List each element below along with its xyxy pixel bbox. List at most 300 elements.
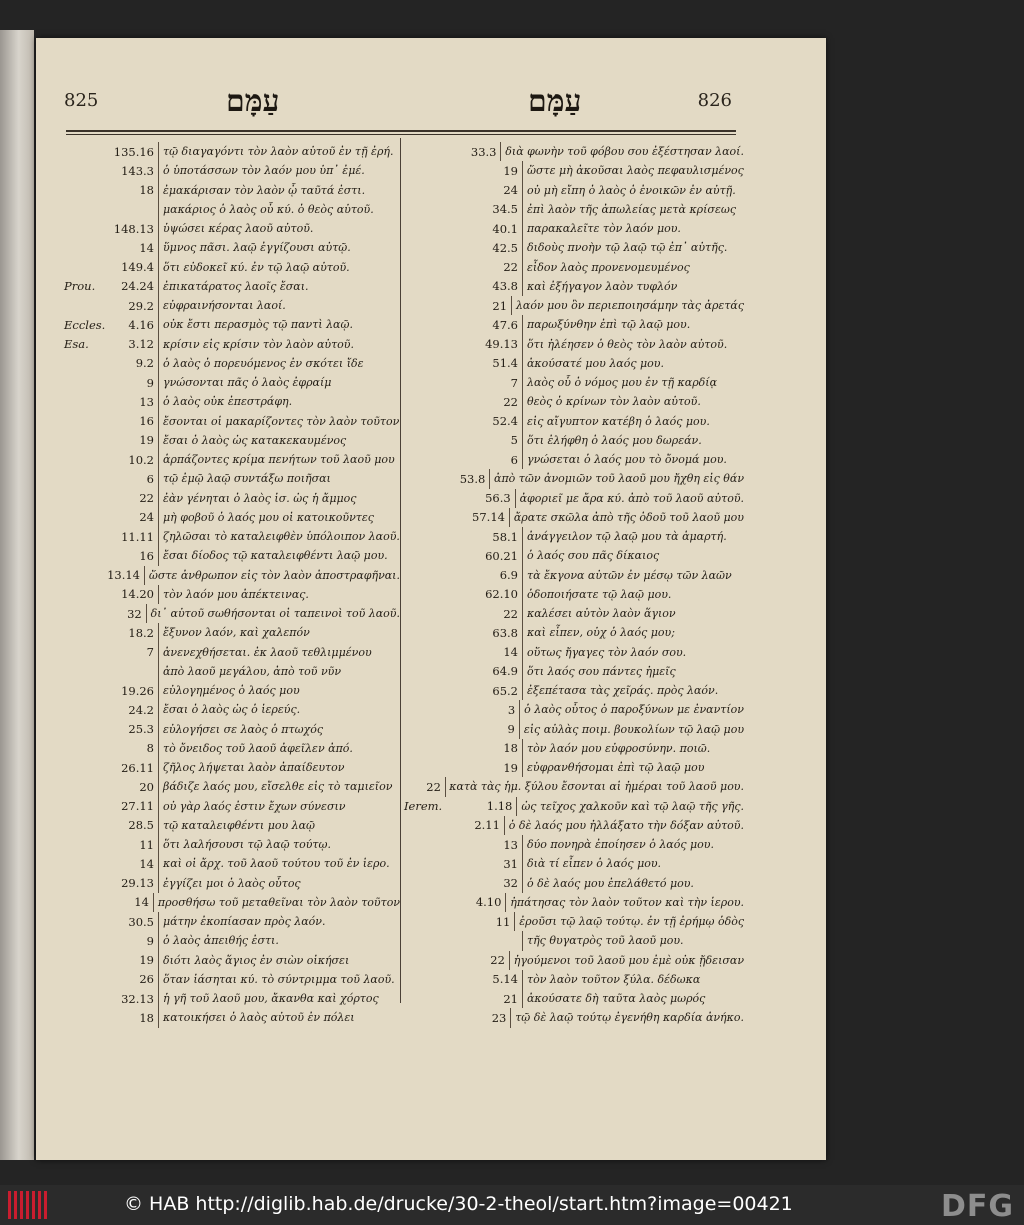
greek-text: εἶδον λαὸς προνενομευμένος <box>527 260 690 274</box>
greek-text: διὰ φωνὴν τοῦ φόβου σου ἐξέστησαν λαοί. <box>505 145 744 159</box>
entry-row <box>64 219 400 238</box>
reference-rule <box>158 758 159 777</box>
verse-reference: 29.2 <box>128 298 154 313</box>
greek-text: ζῆλος λήψεται λαὸν ἀπαίδευτον <box>163 761 345 775</box>
greek-text: εὐλογημένος ὁ λαός μου <box>163 684 300 698</box>
reference-rule <box>522 200 523 219</box>
reference-rule <box>522 412 523 431</box>
verse-reference: 9 <box>146 375 154 390</box>
entry-row <box>404 662 744 681</box>
reference-rule <box>158 412 159 431</box>
greek-text: ἠπάτησας τὸν λαὸν τοῦτον καὶ τὴν ἱερου. <box>510 895 744 909</box>
verse-reference: 19 <box>503 163 518 178</box>
verse-reference: 29.13 <box>121 876 154 891</box>
verse-reference: 9 <box>507 722 515 737</box>
entry-row <box>404 489 744 508</box>
verse-reference: 60.21 <box>485 548 518 563</box>
greek-text: ἐξεπέτασα τὰς χεῖράς. πρὸς λαόν. <box>527 684 719 698</box>
verse-reference: 22 <box>503 260 518 275</box>
reference-rule <box>158 200 159 219</box>
greek-text: γνώσονται πᾶς ὁ λαὸς ἐφραίμ <box>163 376 332 390</box>
verse-reference: 149.4 <box>121 260 154 275</box>
entry-row <box>64 854 400 873</box>
verse-reference: 8 <box>146 741 154 756</box>
reference-rule <box>522 758 523 777</box>
verse-reference: 26 <box>139 972 154 987</box>
reference-rule <box>522 392 523 411</box>
verse-reference: 3 <box>507 702 516 717</box>
entry-row <box>64 527 400 546</box>
verse-reference: 22 <box>490 953 505 968</box>
entry-row <box>64 700 400 719</box>
greek-text: τῷ διαγαγόντι τὸν λαὸν αὐτοῦ ἐν τῇ ἐρή. <box>163 145 394 159</box>
reference-rule <box>158 681 159 700</box>
greek-text: ἔσαι ὁ λαὸς ὡς κατακεκαυμένος <box>163 433 347 447</box>
reference-rule <box>158 835 159 854</box>
verse-reference: 9 <box>146 933 154 948</box>
reference-rule <box>515 489 516 508</box>
entry-row <box>64 912 400 931</box>
entry-row <box>404 585 744 604</box>
reference-rule <box>522 604 523 623</box>
greek-text: ὁ ὑποτάσσων τὸν λαόν μου ὑπ᾽ ἐμέ. <box>163 164 365 178</box>
reference-rule <box>522 277 523 296</box>
reference-rule <box>158 161 159 180</box>
verse-reference: 25.3 <box>128 722 154 737</box>
reference-rule <box>522 989 523 1008</box>
entry-row <box>404 354 744 373</box>
verse-reference: 13 <box>139 394 154 409</box>
verse-reference: 32 <box>503 876 518 891</box>
verse-reference: 11 <box>495 914 511 929</box>
entry-row <box>404 700 744 719</box>
entry-row <box>64 797 400 816</box>
greek-text: ἀφοριεῖ με ἄρα κύ. ἀπὸ τοῦ λαοῦ αὐτοῦ. <box>519 491 744 505</box>
page-number-left: 825 <box>64 90 99 111</box>
verse-reference: 143.3 <box>121 163 154 178</box>
greek-text: μάτην ἐκοπίασαν πρὸς λαόν. <box>163 915 326 929</box>
book-abbrev: Esa. <box>64 337 89 352</box>
book-abbrev: Eccles. <box>64 317 106 332</box>
right-column <box>404 142 744 1028</box>
verse-reference: 18 <box>503 741 518 756</box>
entry-row <box>404 816 744 835</box>
verse-reference: 7 <box>510 375 518 390</box>
reference-rule <box>158 585 159 604</box>
verse-reference: 22 <box>503 394 518 409</box>
entry-row <box>404 1008 744 1027</box>
reference-rule <box>522 681 523 700</box>
verse-reference: 26.11 <box>121 760 154 775</box>
reference-rule <box>522 566 523 585</box>
entry-row <box>64 315 400 334</box>
reference-rule <box>158 354 159 373</box>
greek-text: διδοὺς πνοὴν τῷ λαῷ τῷ ἐπ᾽ αὐτῆς. <box>527 241 728 255</box>
entry-row <box>404 623 744 642</box>
copyright-link[interactable]: © HAB http://diglib.hab.de/drucke/30-2-theol/start.htm?image=00421 <box>124 1193 793 1215</box>
verse-reference: 18 <box>139 183 154 198</box>
entry-row <box>64 277 400 296</box>
entry-row <box>64 181 400 200</box>
reference-rule <box>158 373 159 392</box>
greek-text: ἐροῦσι τῷ λαῷ τούτῳ. ἐν τῇ ἐρήμῳ ὁδὸς <box>519 915 744 929</box>
greek-text: ὅτι εὐδοκεῖ κύ. ἐν τῷ λαῷ αὐτοῦ. <box>163 260 350 274</box>
greek-text: τὸ ὄνειδος τοῦ λαοῦ ἀφεῖλεν ἀπό. <box>163 741 353 755</box>
reference-rule <box>158 816 159 835</box>
verse-reference: 21 <box>503 991 518 1006</box>
reference-rule <box>158 450 159 469</box>
reference-rule <box>158 777 159 796</box>
greek-text: ἀνενεχθήσεται. ἐκ λαοῦ τεθλιμμένου <box>163 645 372 659</box>
entry-row <box>404 277 744 296</box>
reference-rule <box>522 931 523 950</box>
reference-rule <box>522 623 523 642</box>
greek-text: ἁρπάζοντες κρίμα πενήτων τοῦ λαοῦ μου <box>163 453 395 467</box>
page-number-right: 826 <box>697 90 732 111</box>
reference-rule <box>509 951 510 970</box>
reference-rule <box>522 258 523 277</box>
reference-rule <box>522 874 523 893</box>
reference-rule <box>158 720 159 739</box>
reference-rule <box>522 662 523 681</box>
verse-reference: 21 <box>492 298 508 313</box>
verse-reference: 27.11 <box>121 799 154 814</box>
reference-rule <box>510 1008 511 1027</box>
verse-reference: 18 <box>139 1010 154 1025</box>
entry-row <box>64 643 400 662</box>
greek-text: ἔσονται οἱ μακαρίζοντες τὸν λαὸν τοῦτον <box>163 414 400 428</box>
reference-rule <box>158 219 159 238</box>
book-abbrev: Ierem. <box>404 799 443 814</box>
entry-row <box>404 315 744 334</box>
greek-text: καὶ εἶπεν, οὐχ ὁ λαός μου; <box>527 626 675 640</box>
verse-reference: 14.20 <box>121 587 154 602</box>
entry-row <box>64 758 400 777</box>
entry-row <box>404 373 744 392</box>
reference-rule <box>158 142 159 161</box>
entry-row <box>64 373 400 392</box>
hab-logo <box>8 1191 48 1219</box>
verse-reference: 2.11 <box>474 818 500 833</box>
reference-rule <box>516 797 517 816</box>
entry-row <box>404 739 744 758</box>
reference-rule <box>500 142 501 161</box>
greek-text: ἐγγίζει μοι ὁ λαὸς οὗτος <box>163 876 301 890</box>
reference-rule <box>158 1008 159 1027</box>
verse-reference: 6 <box>146 471 154 486</box>
entry-row <box>64 566 400 585</box>
entry-row <box>64 335 400 354</box>
reference-rule <box>158 854 159 873</box>
greek-text: καὶ οἱ ἄρχ. τοῦ λαοῦ τούτου τοῦ ἐν ἱερο. <box>163 857 390 871</box>
greek-text: εὐφρανθήσομαι ἐπὶ τῷ λαῷ μου <box>527 761 705 775</box>
entry-row <box>64 161 400 180</box>
reference-rule <box>158 931 159 950</box>
entry-row <box>64 835 400 854</box>
entry-row <box>64 508 400 527</box>
verse-reference: 1.18 <box>486 799 513 814</box>
reference-rule <box>522 854 523 873</box>
verse-reference: 51.4 <box>492 356 518 371</box>
entry-row <box>404 219 744 238</box>
entry-row <box>404 412 744 431</box>
greek-text: τὸν λαόν μου εὐφροσύνην. ποιῶ. <box>527 741 711 755</box>
greek-text: ὅτι ἐλήφθη ὁ λαός μου δωρεάν. <box>527 433 702 447</box>
greek-text: μὴ φοβοῦ ὁ λαός μου οἱ κατοικοῦντες <box>163 510 374 524</box>
reference-rule <box>522 354 523 373</box>
greek-text: ἔσαι ὁ λαὸς ὡς ὁ ἱερεύς. <box>163 703 301 717</box>
verse-reference: 43.8 <box>492 279 518 294</box>
reference-rule <box>158 700 159 719</box>
reference-rule <box>158 912 159 931</box>
entry-row <box>404 161 744 180</box>
verse-reference: 18.2 <box>128 625 154 640</box>
entry-row <box>404 643 744 662</box>
greek-text: παρωξύνθην ἐπὶ τῷ λαῷ μου. <box>527 318 691 332</box>
verse-reference: 3.12 <box>128 337 154 352</box>
greek-text: ὅτι λαλήσουσι τῷ λαῷ τούτῳ. <box>163 838 331 852</box>
reference-rule <box>146 604 147 623</box>
entry-row <box>64 874 400 893</box>
reference-rule <box>158 662 159 681</box>
greek-text: ἄρατε σκῶλα ἀπὸ τῆς ὁδοῦ τοῦ λαοῦ μου <box>513 510 744 524</box>
verse-reference: 32 <box>127 606 142 621</box>
greek-text: κρίσιν εἰς κρίσιν τὸν λαὸν αὐτοῦ. <box>163 337 354 351</box>
verse-reference: 24.24 <box>121 279 154 294</box>
greek-text: ἔξυνον λαόν, καὶ χαλεπόν <box>163 626 310 640</box>
running-head-right: עַמָּם <box>528 84 582 119</box>
greek-text: ἐπικατάρατος λαοῖς ἔσαι. <box>163 279 309 293</box>
greek-text: ἀπὸ τῶν ἀνομιῶν τοῦ λαοῦ μου ἤχθη εἰς θάν <box>494 472 745 486</box>
verse-reference: 135.16 <box>113 144 154 159</box>
verse-reference: 31 <box>503 856 518 871</box>
verse-reference: 19 <box>503 760 518 775</box>
greek-text: εἰς αὐλὰς ποιμ. βουκολίων τῷ λαῷ μου <box>523 722 744 736</box>
entry-row <box>404 335 744 354</box>
verse-reference: 58.1 <box>492 529 518 544</box>
greek-text: ἀνάγγειλον τῷ λαῷ μου τὰ ἁμαρτή. <box>527 530 727 544</box>
greek-text: ἐπὶ λαὸν τῆς ἀπωλείας μετὰ κρίσεως <box>527 202 736 216</box>
book-abbrev: Prou. <box>64 279 96 294</box>
entry-row <box>64 816 400 835</box>
greek-text: λαὸς οὗ ὁ νόμος μου ἐν τῇ καρδίᾳ <box>527 376 718 390</box>
entry-row <box>64 546 400 565</box>
greek-text: διότι λαὸς ἅγιος ἐν σιὼν οἰκήσει <box>163 953 350 967</box>
greek-text: οὕτως ἤγαγες τὸν λαόν σου. <box>527 645 687 659</box>
greek-text: λαόν μου ὃν περιεποιησάμην τὰς ἀρετάς <box>515 299 744 313</box>
greek-text: οὐκ ἔστι περασμὸς τῷ παντὶ λαῷ. <box>163 318 353 332</box>
verse-reference: 16 <box>139 548 154 563</box>
verse-reference: 22 <box>139 491 154 506</box>
reference-rule <box>158 797 159 816</box>
reference-rule <box>158 951 159 970</box>
verse-reference: 63.8 <box>492 625 518 640</box>
greek-text: ὅταν ἰάσηται κύ. τὸ σύντριμμα τοῦ λαοῦ. <box>163 972 395 986</box>
verse-reference: 64.9 <box>492 664 518 679</box>
entry-row <box>64 469 400 488</box>
reference-rule <box>158 874 159 893</box>
greek-text: ὑψώσει κέρας λαοῦ αὐτοῦ. <box>163 222 314 236</box>
reference-rule <box>522 835 523 854</box>
entry-row <box>64 604 400 623</box>
verse-reference: 40.1 <box>492 221 518 236</box>
entry-row <box>404 797 744 816</box>
reference-rule <box>158 508 159 527</box>
greek-text: ὁ λαὸς οὐκ ἐπεστράφη. <box>163 395 293 409</box>
verse-reference: 14 <box>134 895 149 910</box>
greek-text: ὥστε μὴ ἀκοῦσαι λαὸς πεφαυλισμένος <box>527 164 744 178</box>
greek-text: τῆς θυγατρὸς τοῦ λαοῦ μου. <box>527 934 684 948</box>
reference-rule <box>511 296 512 315</box>
greek-text: τῷ δὲ λαῷ τούτῳ ἐγενήθη καρδία ἀνήκο. <box>515 1011 744 1025</box>
reference-rule <box>489 469 490 488</box>
greek-text: ὁ λαὸς οὗτος ὁ παροξύνων με ἐναντίον <box>524 703 744 717</box>
greek-text: ἐὰν γένηται ὁ λαὸς ἰσ. ὡς ἡ ἄμμος <box>163 491 357 505</box>
reference-rule <box>158 315 159 334</box>
greek-text: τὸν λαὸν τοῦτον ξύλα. δέδωκα <box>527 972 701 986</box>
greek-text: ἀπὸ λαοῦ μεγάλου, ἀπὸ τοῦ νῦν <box>163 664 342 678</box>
entry-row <box>404 142 744 161</box>
entry-row <box>64 431 400 450</box>
entry-row <box>64 970 400 989</box>
viewer-footer <box>0 1185 1024 1225</box>
entry-row <box>404 893 744 912</box>
verse-reference: 6.9 <box>499 568 518 583</box>
entry-row <box>64 392 400 411</box>
entry-row <box>404 431 744 450</box>
reference-rule <box>522 431 523 450</box>
verse-reference: 24 <box>139 510 154 525</box>
greek-text: ἐμακάρισαν τὸν λαὸν ᾧ ταῦτά ἐστι. <box>163 183 366 197</box>
reference-rule <box>158 296 159 315</box>
verse-reference: 49.13 <box>485 337 518 352</box>
entry-row <box>64 450 400 469</box>
greek-text: ὁδοποιήσατε τῷ λαῷ μου. <box>527 587 672 601</box>
greek-text: ὁ λαὸς ὁ πορευόμενος ἐν σκότει ἴδε <box>163 356 364 370</box>
greek-text: δύο πονηρὰ ἐποίησεν ὁ λαός μου. <box>527 838 714 852</box>
entry-row <box>404 835 744 854</box>
entry-row <box>64 951 400 970</box>
verse-reference: 28.5 <box>128 818 154 833</box>
verse-reference: 53.8 <box>459 471 486 486</box>
verse-reference: 22 <box>503 606 518 621</box>
entry-row <box>64 681 400 700</box>
greek-text: εἰς αἴγυπτον κατέβη ὁ λαός μου. <box>527 414 710 428</box>
entry-row <box>64 354 400 373</box>
verse-reference: 24.2 <box>128 702 154 717</box>
greek-text: κατοικήσει ὁ λαὸς αὐτοῦ ἐν πόλει <box>163 1011 355 1025</box>
entry-row <box>64 720 400 739</box>
reference-rule <box>522 739 523 758</box>
entry-row <box>64 623 400 642</box>
reference-rule <box>522 315 523 334</box>
greek-text: ὁ λαὸς ἀπειθής ἐστι. <box>163 934 279 948</box>
verse-reference: 62.10 <box>485 587 518 602</box>
greek-text: βάδιζε λαός μου, εἴσελθε εἰς τὸ ταμιεῖον <box>163 780 393 794</box>
greek-text: ζηλῶσαι τὸ καταλειφθὲν ὑπόλοιπον λαοῦ. <box>163 530 400 544</box>
reference-rule <box>519 720 520 739</box>
reference-rule <box>158 181 159 200</box>
entry-row <box>404 758 744 777</box>
entry-row <box>404 874 744 893</box>
verse-reference: 23 <box>491 1010 507 1025</box>
reference-rule <box>505 893 506 912</box>
reference-rule <box>158 546 159 565</box>
verse-reference: 22 <box>426 779 441 794</box>
entry-row <box>404 681 744 700</box>
left-column <box>64 142 400 1028</box>
greek-text: οὐ γὰρ λαός ἐστιν ἔχων σύνεσιν <box>163 799 346 813</box>
entry-row <box>404 181 744 200</box>
entry-row <box>404 238 744 257</box>
reference-rule <box>509 508 510 527</box>
greek-text: ὡς τεῖχος χαλκοῦν καὶ τῷ λαῷ τῆς γῆς. <box>521 799 744 813</box>
verse-reference: 7 <box>146 645 154 660</box>
reference-rule <box>158 527 159 546</box>
entry-row <box>64 258 400 277</box>
verse-reference: 24 <box>503 183 518 198</box>
reference-rule <box>158 335 159 354</box>
greek-text: παρακαλεῖτε τὸν λαόν μου. <box>527 222 681 236</box>
verse-reference: 5.14 <box>492 972 518 987</box>
verse-reference: 6 <box>510 452 518 467</box>
verse-reference: 14 <box>139 856 154 871</box>
column-divider <box>400 138 401 1003</box>
header-rule <box>66 130 736 132</box>
greek-text: γνώσεται ὁ λαός μου τὸ ὄνομά μου. <box>527 453 727 467</box>
reference-rule <box>158 970 159 989</box>
greek-text: ἡγούμενοι τοῦ λαοῦ μου ἐμὲ οὐκ ᾔδεισαν <box>513 953 745 967</box>
entry-row <box>404 258 744 277</box>
reference-rule <box>519 700 520 719</box>
entry-row <box>64 200 400 219</box>
header-rule-thin <box>66 134 736 135</box>
reference-rule <box>158 623 159 642</box>
greek-text: τὸν λαόν μου ἀπέκτεινας. <box>163 587 309 601</box>
greek-text: ὅτι ἠλέησεν ὁ θεὸς τὸν λαὸν αὐτοῦ. <box>527 337 728 351</box>
greek-text: οὐ μὴ εἴπη ὁ λαὸς ὁ ἐνοικῶν ἐν αὐτῇ. <box>527 183 736 197</box>
greek-text: δι᾽ αὐτοῦ σωθήσονται οἱ ταπεινοὶ τοῦ λαοῦ. <box>150 607 400 621</box>
entry-row <box>64 142 400 161</box>
verse-reference: 33.3 <box>470 144 497 159</box>
verse-reference: 65.2 <box>492 683 518 698</box>
entry-row <box>404 392 744 411</box>
verse-reference: 19 <box>139 433 154 448</box>
reference-rule <box>522 219 523 238</box>
entry-row <box>64 739 400 758</box>
entry-row <box>404 546 744 565</box>
verse-reference: 5 <box>510 433 518 448</box>
entry-row <box>64 1008 400 1027</box>
entry-row <box>404 469 744 488</box>
greek-text: ἡ γῆ τοῦ λαοῦ μου, ἄκανθα καὶ χόρτος <box>163 992 379 1006</box>
reference-rule <box>158 238 159 257</box>
entry-row <box>64 489 400 508</box>
entry-row <box>404 931 744 950</box>
previous-page-edge <box>0 30 34 1160</box>
dfg-logo: DFG <box>940 1189 1014 1224</box>
entry-row <box>64 662 400 681</box>
entry-row <box>404 296 744 315</box>
entry-row <box>404 508 744 527</box>
verse-reference: 56.3 <box>485 491 511 506</box>
reference-rule <box>158 277 159 296</box>
verse-reference: 19 <box>139 953 154 968</box>
reference-rule <box>158 739 159 758</box>
greek-text: προσθήσω τοῦ μεταθεῖναι τὸν λαὸν τοῦτον <box>157 895 400 909</box>
greek-text: ὥστε ἀνθρωπον εἰς τὸν λαὸν ἀποστραφῆναι. <box>148 568 400 582</box>
greek-text: τὰ ἔκγονα αὐτῶν ἐν μέσῳ τῶν λαῶν <box>527 568 732 582</box>
